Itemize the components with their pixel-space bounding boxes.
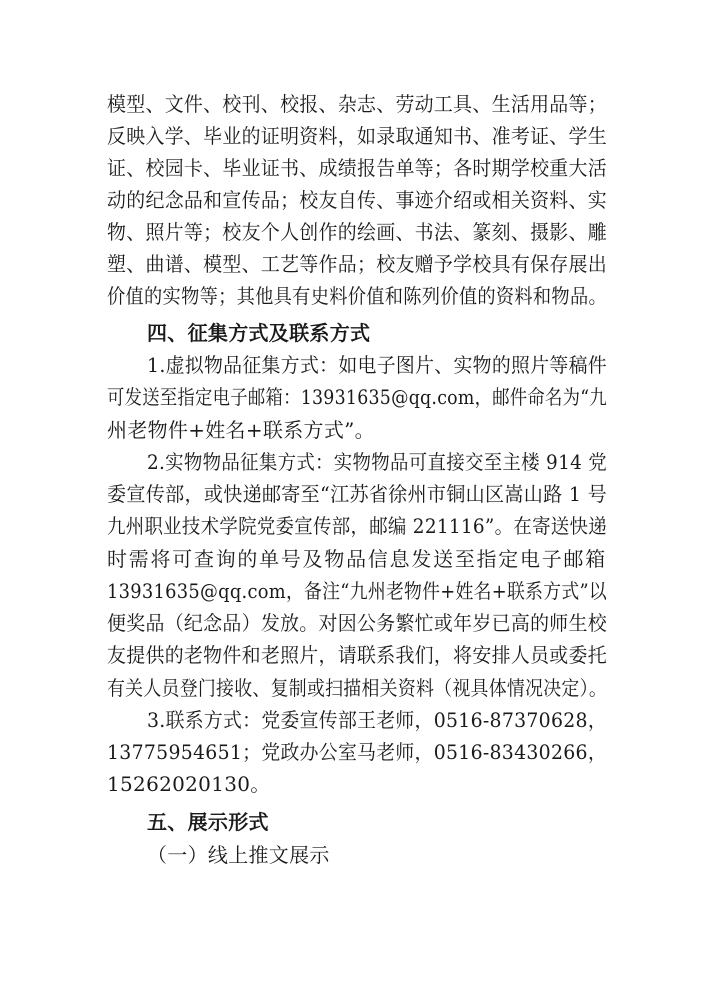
section-heading: 五、展示形式 xyxy=(147,810,269,834)
body-line: 13931635@qq.com，备注“九州老物件+姓名+联系方式”以 xyxy=(107,579,607,603)
body-line: 1.虚拟物品征集方式：如电子图片、实物的照片等稿件 xyxy=(147,353,607,377)
body-line: 可发送至指定电子邮箱：13931635@qq.com，邮件命名为“九 xyxy=(107,385,607,409)
body-line: 有关人员登门接收、复制或扫描相关资料（视具体情况决定）。 xyxy=(107,676,607,700)
body-line: 3.联系方式：党委宣传部王老师，0516-87370628， xyxy=(147,708,607,732)
body-line: 13775954651；党政办公室马老师，0516-83430266， xyxy=(107,740,607,764)
section-heading: 四、征集方式及联系方式 xyxy=(147,321,371,345)
body-line: 时需将可查询的单号及物品信息发送至指定电子邮箱 xyxy=(107,547,607,571)
body-line: 证、校园卡、毕业证书、成绩报告单等；各时期学校重大活 xyxy=(107,156,607,180)
body-line: 州老物件+姓名+联系方式”。 xyxy=(107,418,375,442)
subsection-heading: （一）线上推文展示 xyxy=(147,843,330,867)
body-line: 委宣传部，或快递邮寄至“江苏省徐州市铜山区嵩山路 1 号 xyxy=(107,482,607,506)
body-line: 价值的实物等；其他具有史料价值和陈列价值的资料和物品。 xyxy=(107,284,607,308)
body-line: 便奖品（纪念品）发放。对因公务繁忙或年岁已高的师生校 xyxy=(107,611,607,635)
body-line: 九州职业技术学院党委宣传部，邮编 221116”。在寄送快递 xyxy=(107,514,607,538)
body-line: 15262020130。 xyxy=(107,772,271,796)
body-line: 2.实物物品征集方式：实物物品可直接交至主楼 914 党 xyxy=(147,450,607,474)
body-line: 动的纪念品和宣传品；校友自传、事迹介绍或相关资料、实 xyxy=(107,188,607,212)
body-line: 塑、曲谱、模型、工艺等作品；校友赠予学校具有保存展出 xyxy=(107,252,607,276)
body-line: 反映入学、毕业的证明资料，如录取通知书、准考证、学生 xyxy=(107,124,607,148)
body-line: 友提供的老物件和老照片，请联系我们，将安排人员或委托 xyxy=(107,643,607,667)
body-line: 模型、文件、校刊、校报、杂志、劳动工具、生活用品等； xyxy=(107,92,607,116)
body-line: 物、照片等；校友个人创作的绘画、书法、篆刻、摄影、雕 xyxy=(107,220,607,244)
